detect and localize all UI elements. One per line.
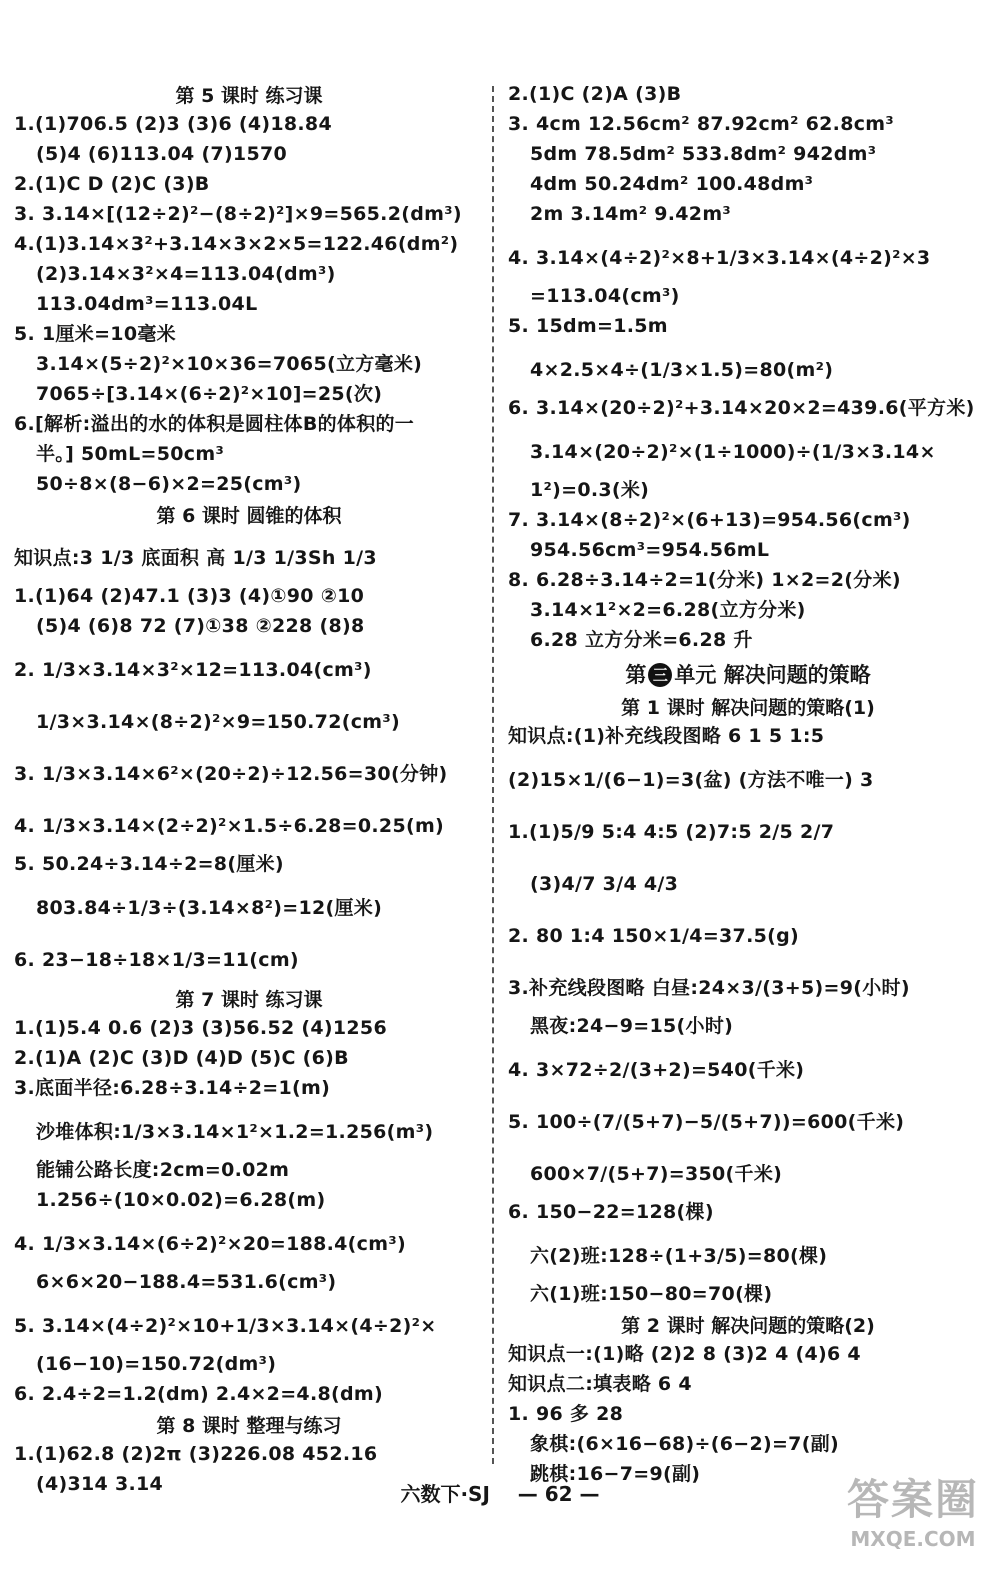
answer-line: 2.(1)A (2)C (3)D (4)D (5)C (6)B [14, 1047, 349, 1069]
answer-line: 1.(1)5/9 5:4 4:5 (2)7:5 2/5 2/7 [508, 821, 835, 843]
answer-line: 3.补充线段图略 白昼:24×3/(3+5)=9(小时) [508, 977, 910, 999]
watermark-logo [838, 1473, 988, 1563]
answer-line: 5. 1厘米=10毫米 [14, 323, 176, 345]
answer-line: 6. 3.14×(20÷2)²+3.14×20×2=439.6(平方米) [508, 397, 975, 419]
answer-line: 600×7/(5+7)=350(千米) [530, 1163, 783, 1185]
answer-line: (4)314 3.14 [36, 1473, 164, 1495]
answer-line: 2. 80 1:4 150×1/4=37.5(g) [508, 925, 799, 947]
answer-line: 4×2.5×4÷(1/3×1.5)=80(m²) [530, 359, 834, 381]
answer-line: 1.(1)706.5 (2)3 (3)6 (4)18.84 [14, 113, 332, 135]
answer-line: 8. 6.28÷3.14÷2=1(分米) 1×2=2(分米) [508, 569, 901, 591]
answer-line: (2)15×1/(6−1)=3(盆) (方法不唯一) 3 [508, 769, 874, 791]
answer-line: 3.14×(20÷2)²×(1÷1000)÷(1/3×3.14× [530, 441, 936, 463]
answer-line: 知识点:3 1/3 底面积 高 1/3 1/3Sh 1/3 [14, 547, 377, 569]
answer-line: (5)4 (6)8 72 (7)①38 ②228 (8)8 [36, 615, 365, 637]
answer-line: 2.(1)C (2)A (3)B [508, 83, 682, 105]
answer-line: (3)4/7 3/4 4/3 [530, 873, 679, 895]
answer-line: 4dm 50.24dm² 100.48dm³ [530, 173, 814, 195]
answer-line: 6. 2.4÷2=1.2(dm) 2.4×2=4.8(dm) [14, 1383, 383, 1405]
answer-line: 6. 150−22=128(棵) [508, 1201, 714, 1223]
answer-line: 6×6×20−188.4=531.6(cm³) [36, 1271, 337, 1293]
answer-line: (5)4 (6)113.04 (7)1570 [36, 143, 288, 165]
right-column [508, 82, 988, 1492]
answer-line: 六(2)班:128÷(1+3/5)=80(棵) [530, 1245, 828, 1267]
answer-line: 113.04dm³=113.04L [36, 293, 258, 315]
answer-line: 4. 1/3×3.14×(2÷2)²×1.5÷6.28=0.25(m) [14, 815, 445, 837]
answer-line: 半。] 50mL=50cm³ [36, 443, 225, 465]
answer-line: 2m 3.14m² 9.42m³ [530, 203, 732, 225]
section-heading: 第 2 课时 解决问题的策略(2) [621, 1315, 875, 1337]
answer-line: 六(1)班:150−80=70(棵) [530, 1283, 773, 1305]
answer-line: 5. 50.24÷3.14÷2=8(厘米) [14, 853, 284, 875]
unit-number-badge: 三 [648, 663, 672, 687]
answer-line: =113.04(cm³) [530, 285, 680, 307]
unit-title: 单元 解决问题的策略 [674, 663, 871, 687]
answer-line: 803.84÷1/3÷(3.14×8²)=12(厘米) [36, 897, 383, 919]
section-heading: 第 1 课时 解决问题的策略(1) [621, 697, 875, 719]
column-divider [492, 86, 494, 1464]
answer-line: 5dm 78.5dm² 533.8dm² 942dm³ [530, 143, 877, 165]
answer-line: 1.(1)62.8 (2)2π (3)226.08 452.16 [14, 1443, 378, 1465]
unit-prefix: 第 [625, 663, 647, 687]
answer-line: 1.256÷(10×0.02)=6.28(m) [36, 1189, 326, 1211]
answer-line: 1.(1)5.4 0.6 (2)3 (3)56.52 (4)1256 [14, 1017, 387, 1039]
answer-line: 6. 23−18÷18×1/3=11(cm) [14, 949, 299, 971]
section-heading: 第 7 课时 练习课 [175, 989, 323, 1011]
unit-heading [508, 658, 988, 694]
answer-line: 954.56cm³=954.56mL [530, 539, 770, 561]
answer-line: 3. 3.14×[(12÷2)²−(8÷2)²]×9=565.2(dm³) [14, 203, 462, 225]
watermark-text: 答案圈 [846, 1475, 979, 1524]
answer-line: 7065÷[3.14×(6÷2)²×10]=25(次) [36, 383, 383, 405]
left-column [14, 82, 484, 1502]
answer-line: 象棋:(6×16−68)÷(6−2)=7(副) [530, 1433, 839, 1455]
section-heading: 第 5 课时 练习课 [175, 85, 323, 107]
answer-line: 2. 1/3×3.14×3²×12=113.04(cm³) [14, 659, 372, 681]
section-heading: 第 6 课时 圆锥的体积 [156, 505, 342, 527]
answer-line: (16−10)=150.72(dm³) [36, 1353, 277, 1375]
answer-line: 4.(1)3.14×3²+3.14×3×2×5=122.46(dm²) [14, 233, 459, 255]
answer-line: 知识点二:填表略 6 4 [508, 1373, 692, 1395]
answer-line: 3. 1/3×3.14×6²×(20÷2)÷12.56=30(分钟) [14, 763, 448, 785]
answer-line: 1. 96 多 28 [508, 1403, 624, 1425]
answer-line: (2)3.14×3²×4=113.04(dm³) [36, 263, 336, 285]
section-heading: 第 8 课时 整理与练习 [156, 1415, 342, 1437]
answer-line: 3.14×1²×2=6.28(立方分米) [530, 599, 806, 621]
answer-line: 5. 100÷(7/(5+7)−5/(5+7))=600(千米) [508, 1111, 905, 1133]
watermark-url: MXQE.COM [850, 1527, 976, 1551]
answer-line: 6.[解析:溢出的水的体积是圆柱体B的体积的一 [14, 413, 415, 435]
answer-line: 3.14×(5÷2)²×10×36=7065(立方毫米) [36, 353, 423, 375]
answer-line: 能铺公路长度:2cm=0.02m [36, 1159, 290, 1181]
answer-line: 1/3×3.14×(8÷2)²×9=150.72(cm³) [36, 711, 400, 733]
answer-line: 7. 3.14×(8÷2)²×(6+13)=954.56(cm³) [508, 509, 911, 531]
answer-line: 4. 3×72÷2/(3+2)=540(千米) [508, 1059, 805, 1081]
answer-line: 5. 15dm=1.5m [508, 315, 668, 337]
answer-line: 5. 3.14×(4÷2)²×10+1/3×3.14×(4÷2)²× [14, 1315, 437, 1337]
answer-line: 知识点一:(1)略 (2)2 8 (3)2 4 (4)6 4 [508, 1343, 861, 1365]
answer-line: 4. 3.14×(4÷2)²×8+1/3×3.14×(4÷2)²×3 [508, 247, 931, 269]
page-number: — 62 — [517, 1482, 600, 1506]
answer-line: 3.底面半径:6.28÷3.14÷2=1(m) [14, 1077, 331, 1099]
answer-line: 50÷8×(8−6)×2=25(cm³) [36, 473, 302, 495]
answer-line: 1.(1)64 (2)47.1 (3)3 (4)①90 ②10 [14, 585, 365, 607]
answer-line: 沙堆体积:1/3×3.14×1²×1.2=1.256(m³) [36, 1121, 434, 1143]
answer-line: 知识点:(1)补充线段图略 6 1 5 1:5 [508, 725, 825, 747]
answer-line: 6.28 立方分米=6.28 升 [530, 629, 753, 651]
answer-line: 4. 1/3×3.14×(6÷2)²×20=188.4(cm³) [14, 1233, 406, 1255]
footer-label: 六数下·SJ [400, 1482, 490, 1506]
answer-line: 1²)=0.3(米) [530, 479, 650, 501]
answer-line: 黑夜:24−9=15(小时) [530, 1015, 734, 1037]
answer-line: 2.(1)C D (2)C (3)B [14, 173, 210, 195]
answer-line: 3. 4cm 12.56cm² 87.92cm² 62.8cm³ [508, 113, 894, 135]
answer-line: 跳棋:16−7=9(副) [530, 1463, 701, 1485]
